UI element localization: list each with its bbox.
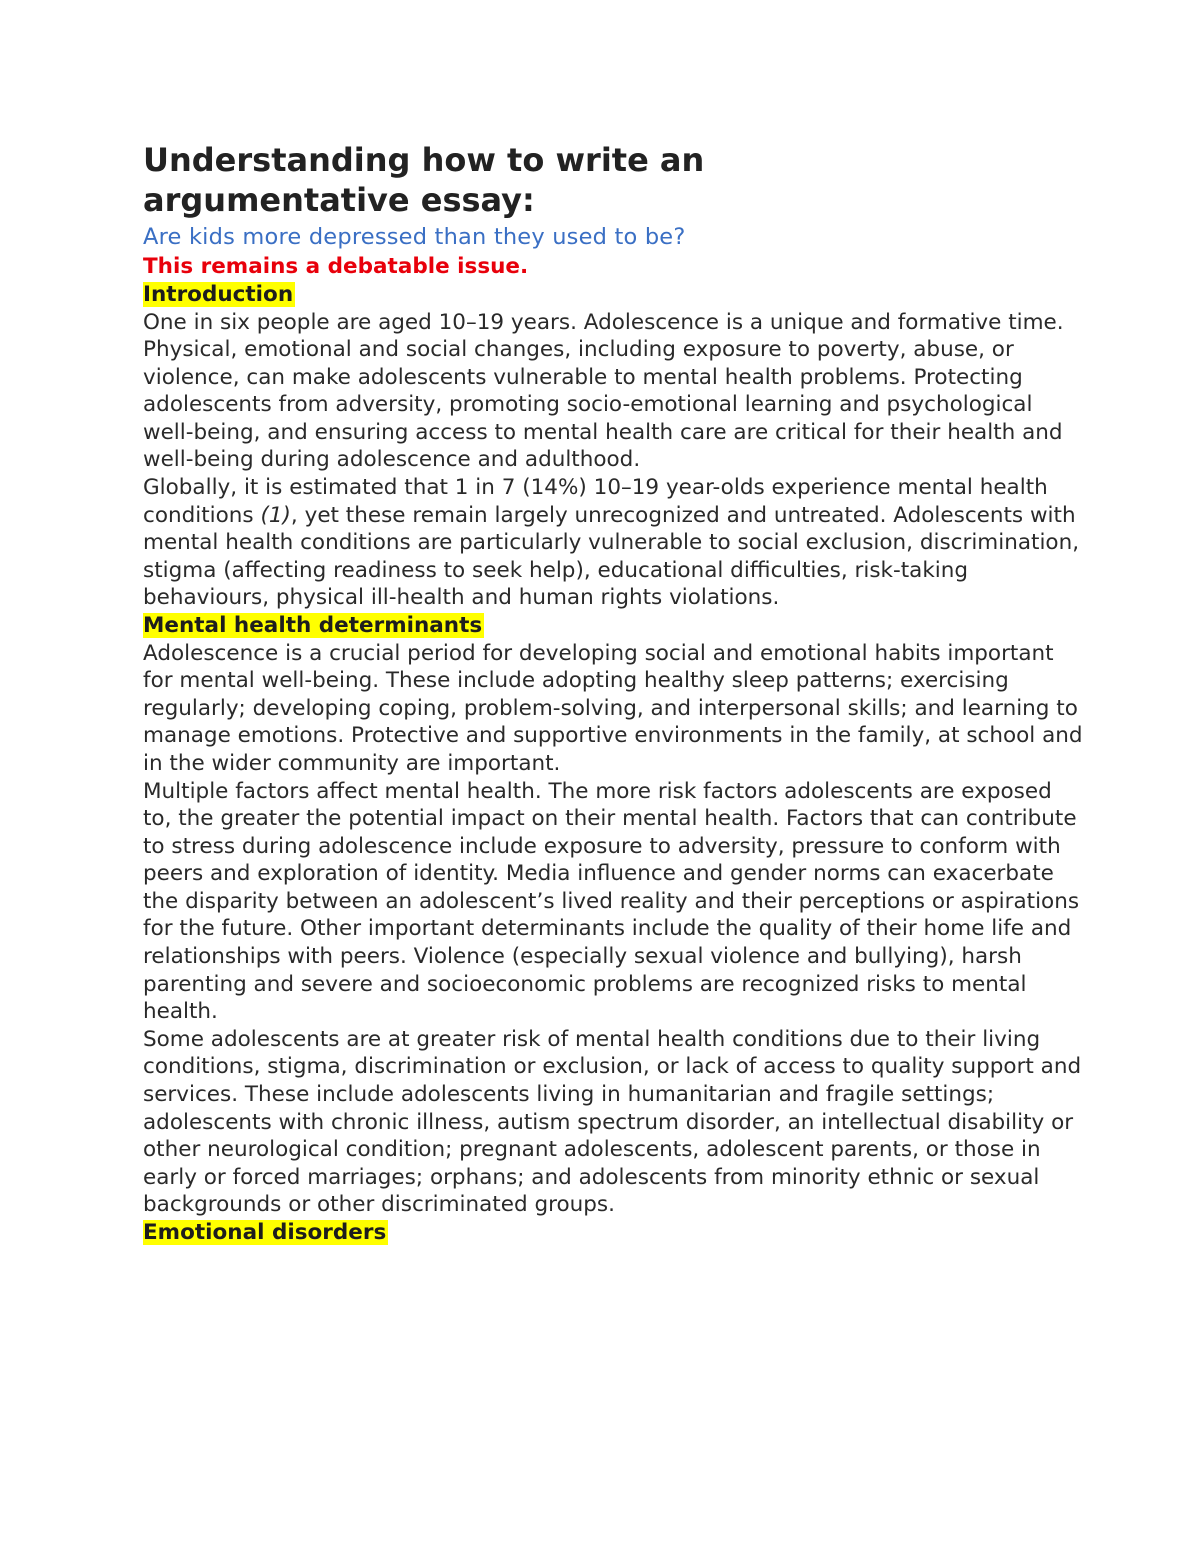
paragraph-text: Globally, it is estimated that 1 in 7 (14%) 10–19 year-olds experience mental health conditions xyxy=(143,475,1048,528)
body-paragraph: Adolescence is a crucial period for developing social and emotional habits important for mental well-being. These include adopting healthy sleep patterns; exercising regularly; developing coping, problem-solving, and interpersonal skills; and learning to manage emotions. Protective and supportive environments in the family, at school and in the wider community are important. xyxy=(143,640,1083,776)
heading-highlight: Emotional disorders xyxy=(143,1220,387,1245)
document-title: Understanding how to write an argumentative essay: xyxy=(143,141,705,219)
section-heading-emotional-disorders xyxy=(143,1219,1083,1247)
body-paragraph-prevalence xyxy=(143,474,1083,612)
body-paragraph: Some adolescents are at greater risk of mental health conditions due to their living conditions, stigma, discrimination or exclusion, or lack of access to quality support and services. These include adolescents living in humanitarian and fragile settings; adolescents with chronic illness, autism spectrum disorder, an intellectual disability or other neurological condition; pregnant adolescents, adolescent parents, or those in early or forced marriages; orphans; and adolescents from minority ethnic or sexual backgrounds or other discriminated groups. xyxy=(143,1026,1082,1218)
claim-statement: This remains a debatable issue. xyxy=(143,254,529,279)
body-paragraph: Multiple factors affect mental health. The more risk factors adolescents are exposed to, the greater the potential impact on their mental health. Factors that can contribute to stress during adolescence include exposure to adversity, pressure to conform with peers and exploration of identity. Media influence and gender norms can exacerbate the disparity between an adolescent’s lived reality and their perceptions or aspirations for the future. Other important determinants include the quality of their home life and relationships with peers. Violence (especially sexual violence and bullying), harsh parenting and severe and socioeconomic problems are recognized risks to mental health. xyxy=(143,778,1080,1025)
body-paragraph: One in six people are aged 10–19 years. Adolescence is a unique and formative time. Physical, emotional and social changes, including exposure to poverty, abuse, or violence, can make adolescents vulnerable to mental health problems. Protecting adolescents from adversity, promoting socio-emotional learning and psychological well-being, and ensuring access to mental health care are critical for their health and well-being during adolescence and adulthood. xyxy=(143,309,1064,473)
section-heading-mental-health-determinants xyxy=(143,612,1083,640)
heading-highlight: Introduction xyxy=(143,282,294,307)
heading-highlight: Mental health determinants xyxy=(143,613,483,639)
paragraph-text: , yet these remain largely unrecognized and untreated. Adolescents with mental health conditions are particularly vulnerable to social exclusion, discrimination, stigma (affecting readiness to seek help), educational difficulties, risk-taking behaviours, physical ill-health and human rights violations. xyxy=(143,502,1080,611)
document-subtitle: Are kids more depressed than they used to be? xyxy=(143,224,686,250)
citation-reference: (1) xyxy=(260,502,291,528)
document-page xyxy=(143,140,1083,1247)
section-heading-introduction xyxy=(143,281,1083,309)
